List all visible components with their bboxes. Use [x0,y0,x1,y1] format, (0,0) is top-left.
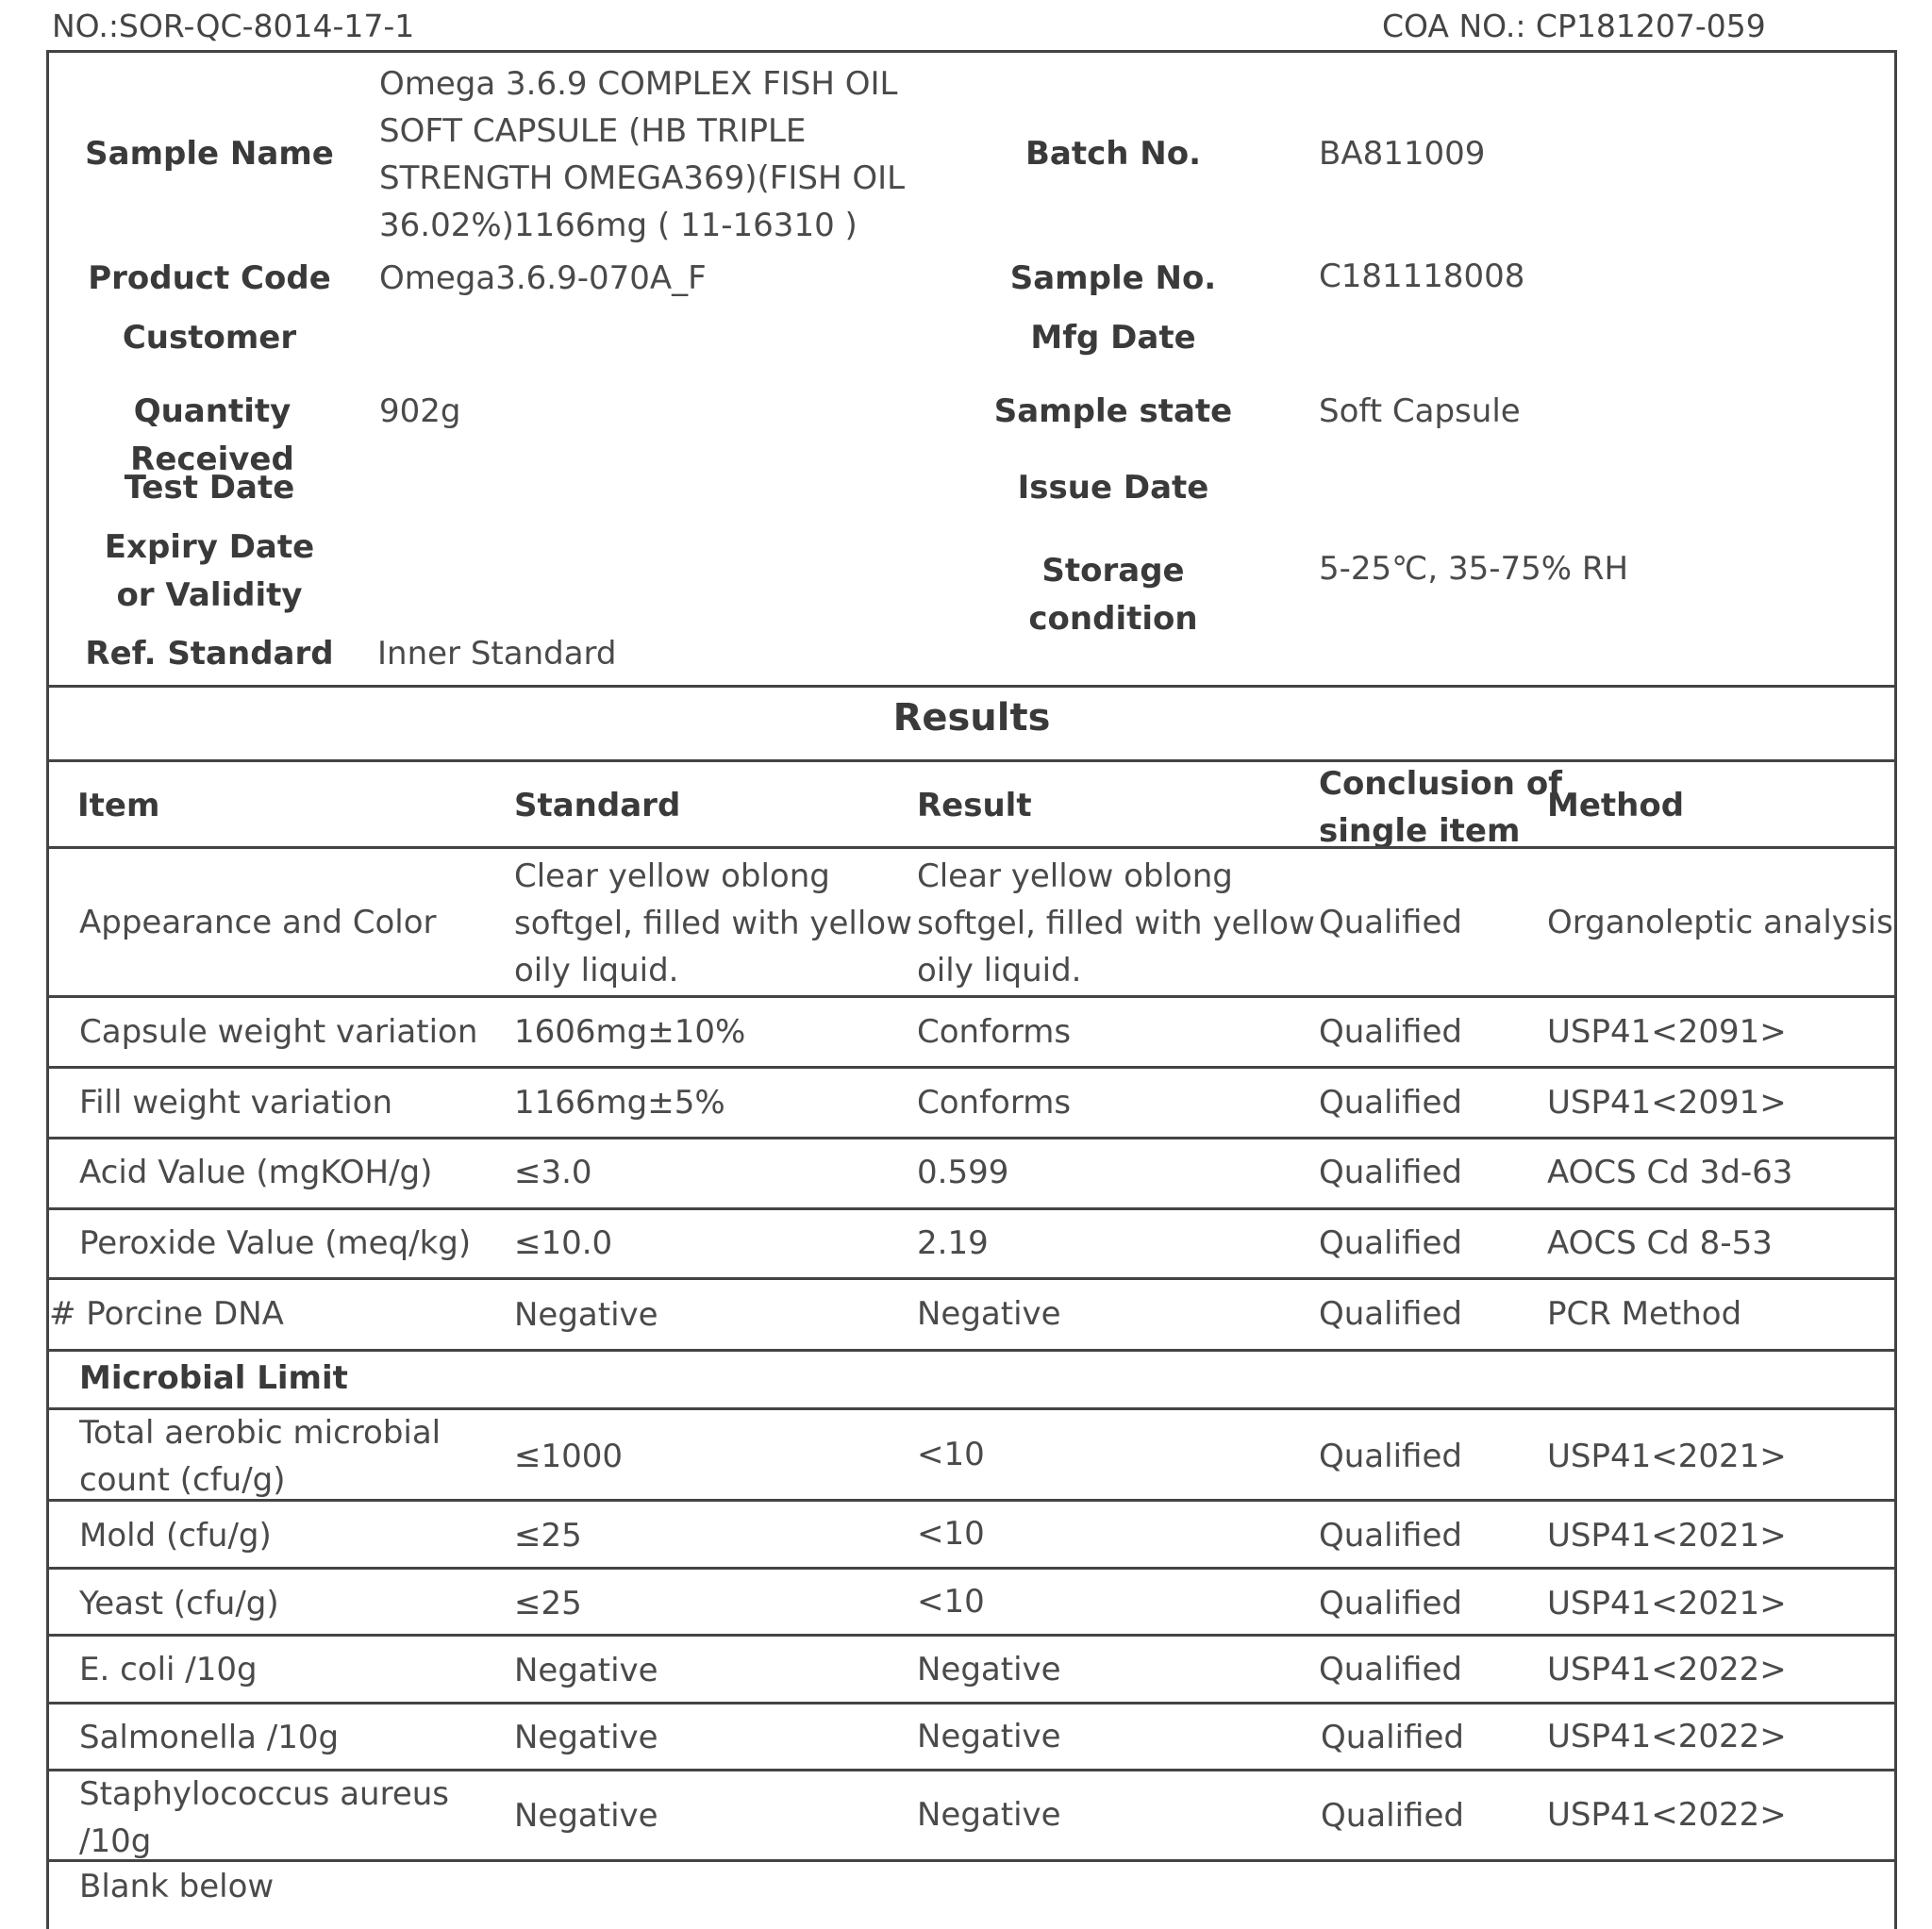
result-cell: 2.19 [917,1224,989,1262]
divider [46,995,1897,998]
standard-cell: Negative [514,1652,658,1689]
product-code-value: Omega3.6.9-070A_F [379,259,707,297]
column-header-item: Item [77,787,160,824]
item-cell: E. coli /10g [79,1651,258,1688]
item-cell: Staphylococcus aureus /10g [79,1775,449,1860]
method-cell: USP41<2022> [1547,1718,1787,1755]
doc-number: NO.:SOR-QC-8014-17-1 [52,8,415,44]
conclusion-cell: Qualified [1319,1517,1462,1555]
result-cell: Negative [917,1718,1061,1755]
column-header-result: Result [917,787,1032,824]
divider [46,1137,1897,1139]
column-header-standard: Standard [514,787,681,824]
standard-cell: ≤25 [514,1585,582,1622]
sample-state-label: Sample state [993,392,1233,430]
results-title: Results [892,696,1051,740]
quantity-received-label: Quantity Received [130,392,294,478]
standard-cell: ≤25 [514,1517,582,1555]
sample-state-value: Soft Capsule [1319,392,1521,430]
item-cell: Yeast (cfu/g) [79,1585,279,1622]
storage-condition-label: Storage condition [1028,552,1198,638]
standard-cell: 1166mg±5% [514,1084,725,1122]
result-cell: Clear yellow oblong softgel, filled with yellow oily liquid. [917,857,1315,989]
divider [46,1567,1897,1570]
standard-cell: 1606mg±10% [514,1013,746,1051]
batch-no-value: BA811009 [1319,135,1486,173]
method-cell: USP41<2022> [1547,1796,1787,1834]
conclusion-cell: Qualified [1319,1224,1462,1262]
result-cell: <10 [917,1515,985,1553]
method-cell: AOCS Cd 3d-63 [1547,1154,1793,1191]
storage-condition-value: 5-25℃, 35-75% RH [1319,550,1629,588]
ref-standard-value: Inner Standard [377,635,617,673]
result-cell: Negative [917,1651,1061,1688]
divider [46,1066,1897,1069]
item-cell: Acid Value (mgKOH/g) [79,1154,433,1191]
method-cell: USP41<2021> [1547,1438,1787,1475]
method-cell: USP41<2022> [1547,1651,1787,1688]
conclusion-cell: Qualified [1319,1438,1462,1475]
result-cell: <10 [917,1436,985,1473]
method-cell: USP41<2021> [1547,1585,1787,1622]
result-cell: Negative [917,1295,1061,1333]
divider [46,1277,1897,1280]
divider [46,685,1897,688]
method-cell: AOCS Cd 8-53 [1547,1224,1773,1262]
divider [46,846,1897,849]
result-cell: Negative [917,1796,1061,1834]
standard-cell: ≤3.0 [514,1154,592,1191]
customer-label: Customer [122,319,297,357]
conclusion-cell: Qualified [1319,1154,1462,1191]
standard-cell: Negative [514,1797,658,1835]
conclusion-cell: Qualified [1319,1295,1462,1333]
conclusion-cell: Qualified [1319,1013,1462,1051]
method-cell: USP41<2091> [1547,1084,1787,1122]
quantity-received-value: 902g [379,392,461,430]
conclusion-cell: Qualified [1321,1797,1464,1835]
divider [46,1349,1897,1352]
sample-name-label: Sample Name [85,135,334,173]
coa-number: COA NO.: CP181207-059 [1382,8,1766,44]
item-cell: Appearance and Color [79,904,437,941]
standard-cell: Clear yellow oblong softgel, filled with yellow oily liquid. [514,857,912,989]
method-cell: USP41<2091> [1547,1013,1787,1051]
sample-name-value: Omega 3.6.9 COMPLEX FISH OIL SOFT CAPSULE (HB TRIPLE STRENGTH OMEGA369)(FISH OIL 36.02%)1166mg ( 11-16310 ) [379,65,906,244]
item-cell: Peroxide Value (meq/kg) [79,1224,472,1262]
standard-cell: ≤10.0 [514,1224,613,1262]
conclusion-cell: Qualified [1319,904,1462,941]
batch-no-label: Batch No. [1024,135,1202,173]
item-cell: Mold (cfu/g) [79,1517,272,1555]
ref-standard-label: Ref. Standard [85,635,334,673]
conclusion-cell: Qualified [1319,1651,1462,1688]
expiry-date-label: Expiry Date or Validity [104,528,315,614]
divider [46,1499,1897,1502]
item-cell: # Porcine DNA [49,1295,284,1333]
test-date-label: Test Date [124,469,295,507]
result-cell: Conforms [917,1084,1072,1122]
conclusion-cell: Qualified [1319,1084,1462,1122]
method-cell: PCR Method [1547,1295,1742,1333]
standard-cell: ≤1000 [514,1438,624,1475]
method-cell: Organoleptic analysis [1547,904,1893,941]
standard-cell: Negative [514,1296,658,1334]
sample-no-label: Sample No. [1009,259,1217,297]
blank-below-note: Blank below [79,1868,275,1905]
column-header-method: Method [1547,787,1685,824]
issue-date-label: Issue Date [1017,469,1209,507]
mfg-date-label: Mfg Date [1030,319,1196,357]
divider [46,1207,1897,1210]
product-code-label: Product Code [88,259,331,297]
result-cell: Conforms [917,1013,1072,1051]
item-cell: Fill weight variation [79,1084,393,1122]
method-cell: USP41<2021> [1547,1517,1787,1555]
divider [46,1702,1897,1705]
divider [46,759,1897,762]
result-cell: <10 [917,1583,985,1621]
conclusion-cell: Qualified [1321,1719,1464,1756]
item-cell: Capsule weight variation [79,1013,478,1051]
microbial-limit-heading: Microbial Limit [79,1359,348,1397]
divider [46,1634,1897,1637]
column-header-conclusion: Conclusion of single item [1319,765,1562,850]
item-cell: Salmonella /10g [79,1719,340,1756]
conclusion-cell: Qualified [1319,1585,1462,1622]
item-cell: Total aerobic microbial count (cfu/g) [79,1414,441,1499]
sample-no-value: C181118008 [1319,258,1525,295]
result-cell: 0.599 [917,1154,1009,1191]
divider [46,1859,1897,1862]
standard-cell: Negative [514,1719,658,1756]
